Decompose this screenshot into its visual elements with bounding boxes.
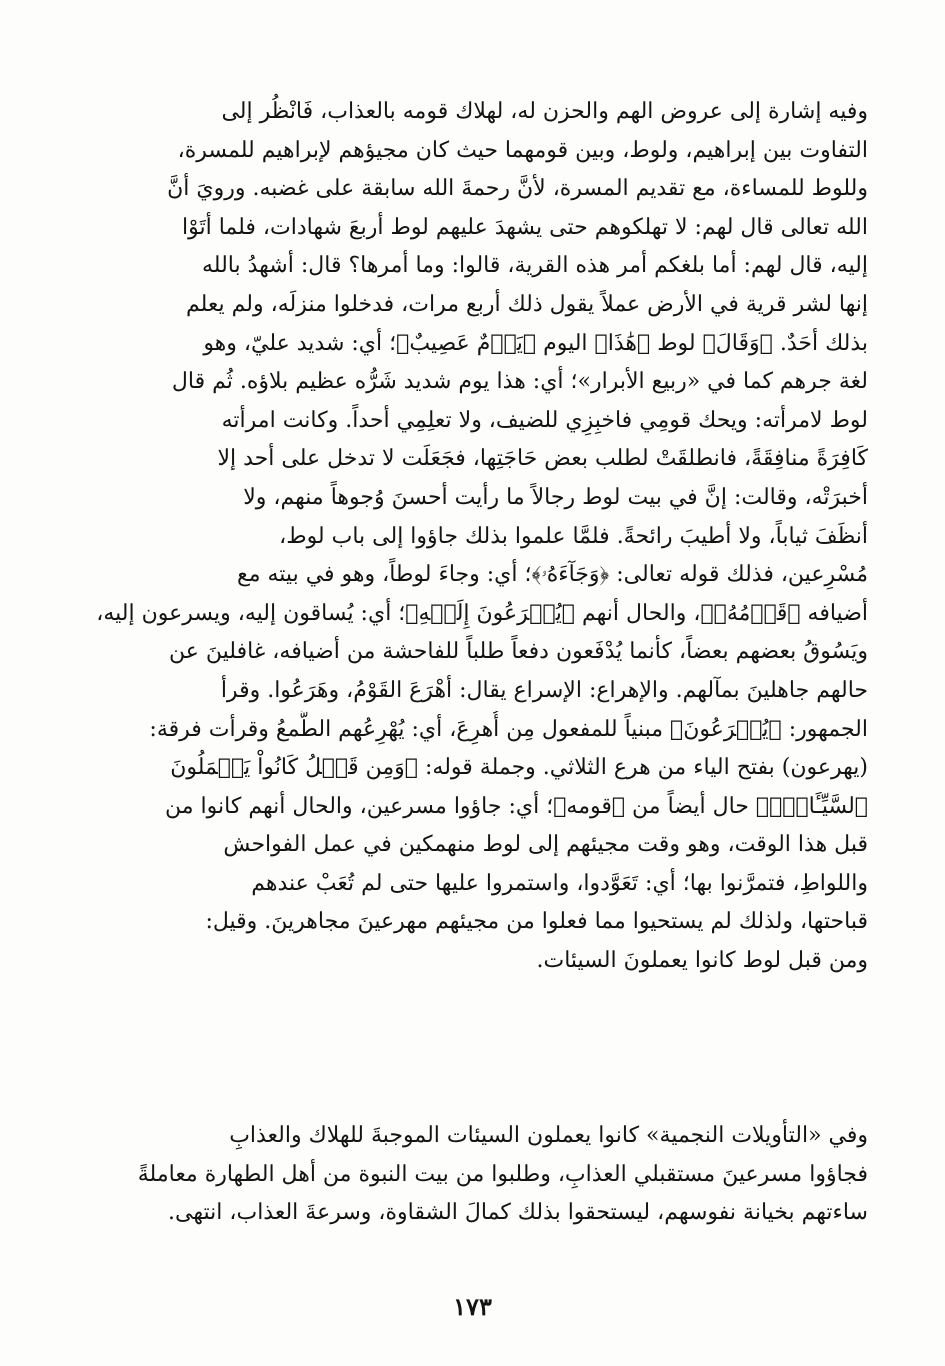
text-line: ٱلسَّيِّـَٔاتِۚ﴾ حال أيضاً من ﴿قومه﴾؛ أي: جاؤوا مسرعين، والحال أنهم كانوا من xyxy=(165,793,868,819)
text-line: التفاوت بين إبراهيم، ولوط، وبين قومهما حيث كان مجيؤهم لإبراهيم للمسرة، xyxy=(177,137,868,163)
text-line: الله تعالى قال لهم: لا تهلكوهم حتى يشهدَ عليهم لوط أربعَ شهادات، فلما أتَوْا xyxy=(182,214,868,240)
text-line: وللوط للمساءة، مع تقديم المسرة، لأنَّ رحمةَ الله سابقة على غضبه. ورويَ أنَّ xyxy=(167,176,868,202)
text-line: ومن قبل لوط كانوا يعملونَ السيئات. xyxy=(536,948,868,974)
second-paragraph xyxy=(78,1117,868,1233)
text-line: (يهرعون) بفتح الياء من هرع الثلاثي. وجملة قوله: ﴿وَمِن قَبۡلُ كَانُواْ يَعۡمَلُونَ xyxy=(170,755,868,781)
page-number: ١٧٣ xyxy=(453,1292,492,1321)
text-line: ويَسُوقُ بعضهم بعضاً، كأنما يُدْفَعون دفعاً طلباً للفاحشة من أضيافه، غافلينَ عن xyxy=(169,639,868,665)
text-line: لغة جرهم كما في «ربيع الأبرار»؛ أي: هذا يوم شديد شَرُّه عظيم بلاؤه. ثُم قال xyxy=(171,369,868,395)
text-line: أخبرَتْه، وقالت: إنَّ في بيت لوط رجالاً ما رأيت أحسنَ وُجوهاً منهم، ولا xyxy=(243,484,868,510)
text-line: وفيه إشارة إلى عروض الهم والحزن له، لهلاك قومه بالعذاب، فَانْظُر إلى xyxy=(221,99,868,124)
text-line: مُسْرِعين، فذلك قوله تعالى: ﴿وَجَآءَهُۥ﴾؛ أي: وجاءَ لوطاً، وهو في بيته مع xyxy=(237,562,868,588)
text-line: الجمهور: ﴿يُهۡرَعُونَ﴾ مبنياً للمفعول مِن أُهرِعَ، أي: يُهْرِعُهم الطَّمعُ وقرأت فرقة: xyxy=(149,716,868,742)
text-line: حالهم جاهلينَ بمآلهم. والإهراع: الإسراع يقال: أهْرَعَ القَوْمُ، وهَرَعُوا. وقرأ xyxy=(220,677,868,703)
text-line: كَافِرَةً منافِقَةً، فانطلقَتْ لطلب بعض حَاجَتِها، فجَعَلَت لا تدخل على أحد إلا xyxy=(217,446,868,472)
text-line: قبل هذا الوقت، وهو وقت مجيئهم إلى لوط منهمكين في عمل الفواحش xyxy=(223,832,868,858)
text-line: واللواطِ، فتمرَّنوا بها؛ أي: تَعَوَّدوا، واستمروا عليها حتى لم تُعَبْ عندهم xyxy=(251,870,868,896)
text-line: أضيافه ﴿قَوۡمُهُۥ﴾، والحال أنهم ﴿يُهۡرَعُونَ إِلَيۡهِ﴾؛ أي: يُساقون إليه، ويسرعون إليه، xyxy=(96,600,868,626)
text-line: ساءتهم بخيانة نفوسهم، ليستحقوا بذلك كمالَ الشقاوة، وسرعةَ العذاب، انتهى. xyxy=(168,1200,868,1226)
text-line: لوط لامرأته: ويحك قومِي فاخبِزِي للضيف، ولا تعلِمِي أحداً. وكانت امرأته xyxy=(221,407,868,433)
text-line: إنها لشر قرية في الأرض عملاً يقول ذلك أربع مرات، فدخلوا منزلَه، ولم يعلم xyxy=(185,291,868,317)
text-line: إليه، قال لهم: أما بلغكم أمر هذه القرية، قالوا: وما أمرها؟ قال: أشهدُ بالله xyxy=(202,253,868,279)
text-line: بذلك أحَدٌ. ﴿وَقَالَ﴾ لوط ﴿هَٰذَا﴾ اليوم ﴿يَوۡمٌ عَصِيبٌ﴾؛ أي: شديد عليّ، وهو xyxy=(203,330,868,356)
text-line: قباحتها، ولذلك لم يستحيوا مما فعلوا من مجيئهم مهرعينَ مجاهرينَ. وقيل: xyxy=(205,909,868,935)
main-paragraph xyxy=(78,93,868,981)
text-line: أنظَفَ ثياباً، ولا أطيبَ رائحةً. فلمَّا علموا بذلك جاؤوا إلى باب لوط، xyxy=(279,523,868,549)
text-line: فجاؤوا مسرعينَ مستقبلي العذابِ، وطلبوا من بيت النبوة من أهل الطهارة معاملةً xyxy=(137,1161,868,1187)
text-line: وفي «التأويلات النجمية» كانوا يعملون السيئات الموجبةَ للهلاك والعذابِ xyxy=(229,1123,868,1148)
